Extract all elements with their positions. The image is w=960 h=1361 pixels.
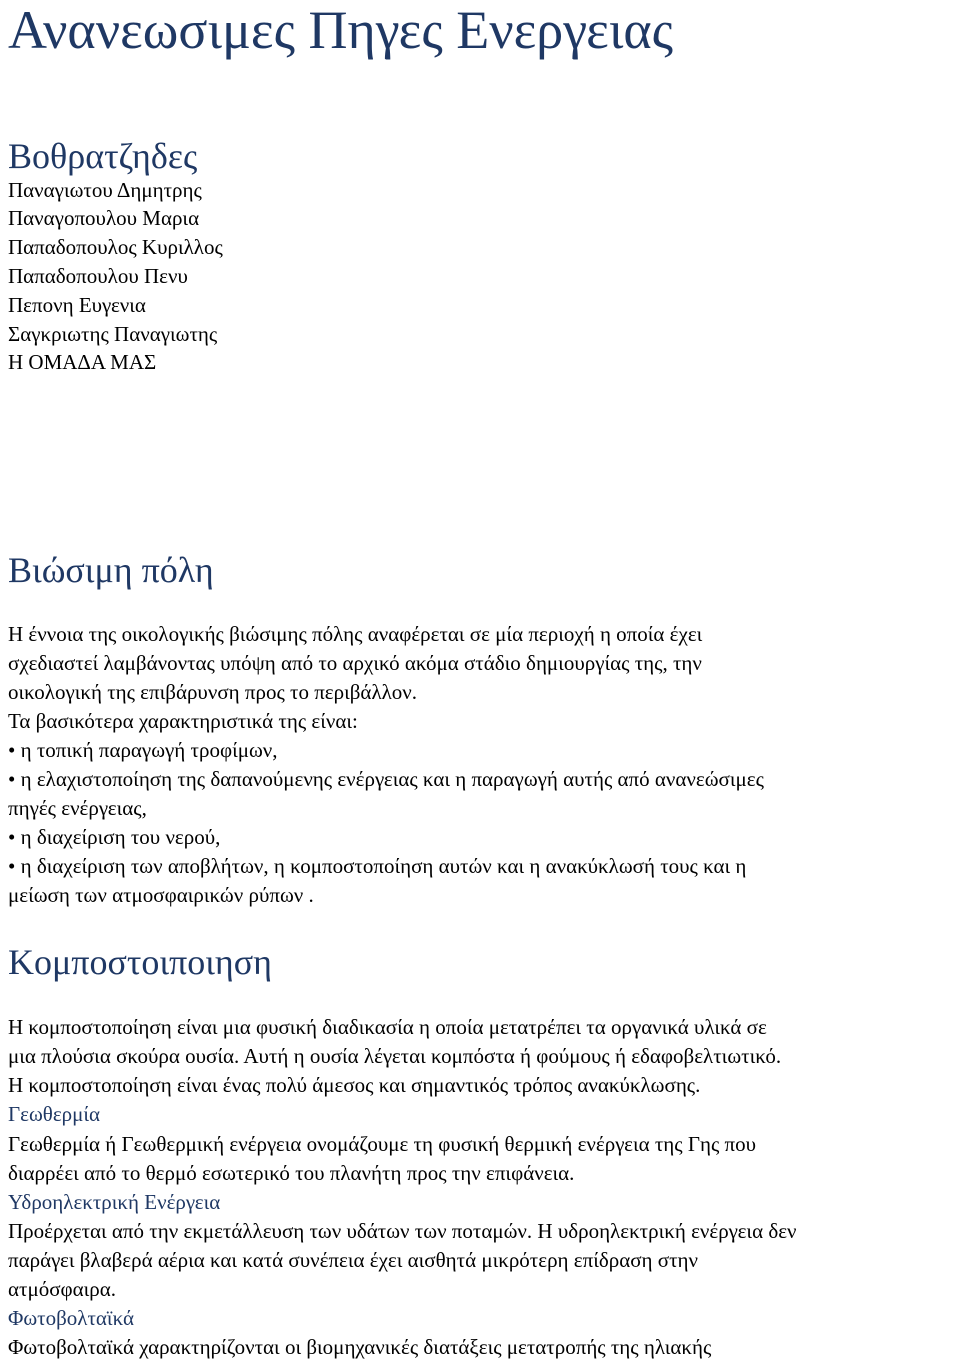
hydro-subheading: Υδροηλεκτρική Ενέργεια [8, 1190, 221, 1214]
compost-heading: Κομποστοιποιηση [8, 942, 272, 982]
body-line: οικολογική της επιβάρυνση προς το περιβάλλον. [8, 680, 418, 704]
sustainable-city-heading: Βιώσιμη πόλη [8, 550, 214, 590]
team-member: Παναγιωτου Δημητρης [8, 178, 202, 202]
body-line: Προέρχεται από την εκμετάλλευση των υδάτων των ποταμών. Η υδροηλεκτρική ενέργεια δεν [8, 1219, 797, 1243]
body-line: Η έννοια της οικολογικής βιώσιμης πόλης αναφέρεται σε μία περιοχή η οποία έχει [8, 622, 703, 646]
body-line: Γεωθερμία ή Γεωθερμική ενέργεια ονομάζουμε τη φυσική θερμική ενέργεια της Γης που [8, 1132, 757, 1156]
body-line: ατμόσφαιρα. [8, 1277, 117, 1301]
bullet-item: • η διαχείριση του νερού, [8, 825, 221, 849]
body-line: μείωση των ατμοσφαιρικών ρύπων . [8, 883, 314, 907]
bullet-item: • η ελαχιστοποίηση της δαπανούμενης ενέργειας και η παραγωγή αυτής από ανανεώσιμες [8, 767, 764, 791]
body-line: διαρρέει από το θερμό εσωτερικό του πλανήτη προς την επιφάνεια. [8, 1161, 575, 1185]
body-line: πηγές ενέργειας, [8, 796, 147, 820]
team-member: Σαγκριωτης Παναγιωτης [8, 322, 218, 346]
body-line: μια πλούσια σκούρα ουσία. Αυτή η ουσία λέγεται κομπόστα ή φούμους ή εδαφοβελτιωτικό. [8, 1044, 782, 1068]
photovoltaic-subheading: Φωτοβολταϊκά [8, 1306, 134, 1330]
team-member: Πεπονη Ευγενια [8, 293, 146, 317]
team-member: Παπαδοπουλος Κυριλλος [8, 235, 223, 259]
page-title: Ανανεωσιμες Πηγες Ενεργειας [8, 0, 674, 60]
body-line: Η κομποστοποίηση είναι μια φυσική διαδικασία η οποία μετατρέπει τα οργανικά υλικά σε [8, 1015, 767, 1039]
body-line: παράγει βλαβερά αέρια και κατά συνέπεια έχει αισθητά μικρότερη επίδραση στην [8, 1248, 699, 1272]
body-line: Φωτοβολταϊκά χαρακτηρίζονται οι βιομηχανικές διατάξεις μετατροπής της ηλιακής [8, 1335, 712, 1359]
body-line: σχεδιαστεί λαμβάνοντας υπόψη από το αρχικό ακόμα στάδιο δημιουργίας της, την [8, 651, 702, 675]
geothermal-subheading: Γεωθερμία [8, 1102, 101, 1126]
body-line: Τα βασικότερα χαρακτηριστικά της είναι: [8, 709, 358, 733]
team-caption: Η ΟΜΑΔΑ ΜΑΣ [8, 350, 157, 374]
bullet-item: • η τοπική παραγωγή τροφίμων, [8, 738, 278, 762]
bullet-item: • η διαχείριση των αποβλήτων, η κομποστοποίηση αυτών και η ανακύκλωσή τους και η [8, 854, 747, 878]
team-heading: Βοθρατζηδες [8, 136, 198, 176]
team-member: Παπαδοπουλου Πενυ [8, 264, 188, 288]
body-line: Η κομποστοποίηση είναι ένας πολύ άμεσος και σημαντικός τρόπος ανακύκλωσης. [8, 1073, 701, 1097]
team-member: Παναγοπουλου Μαρια [8, 206, 200, 230]
